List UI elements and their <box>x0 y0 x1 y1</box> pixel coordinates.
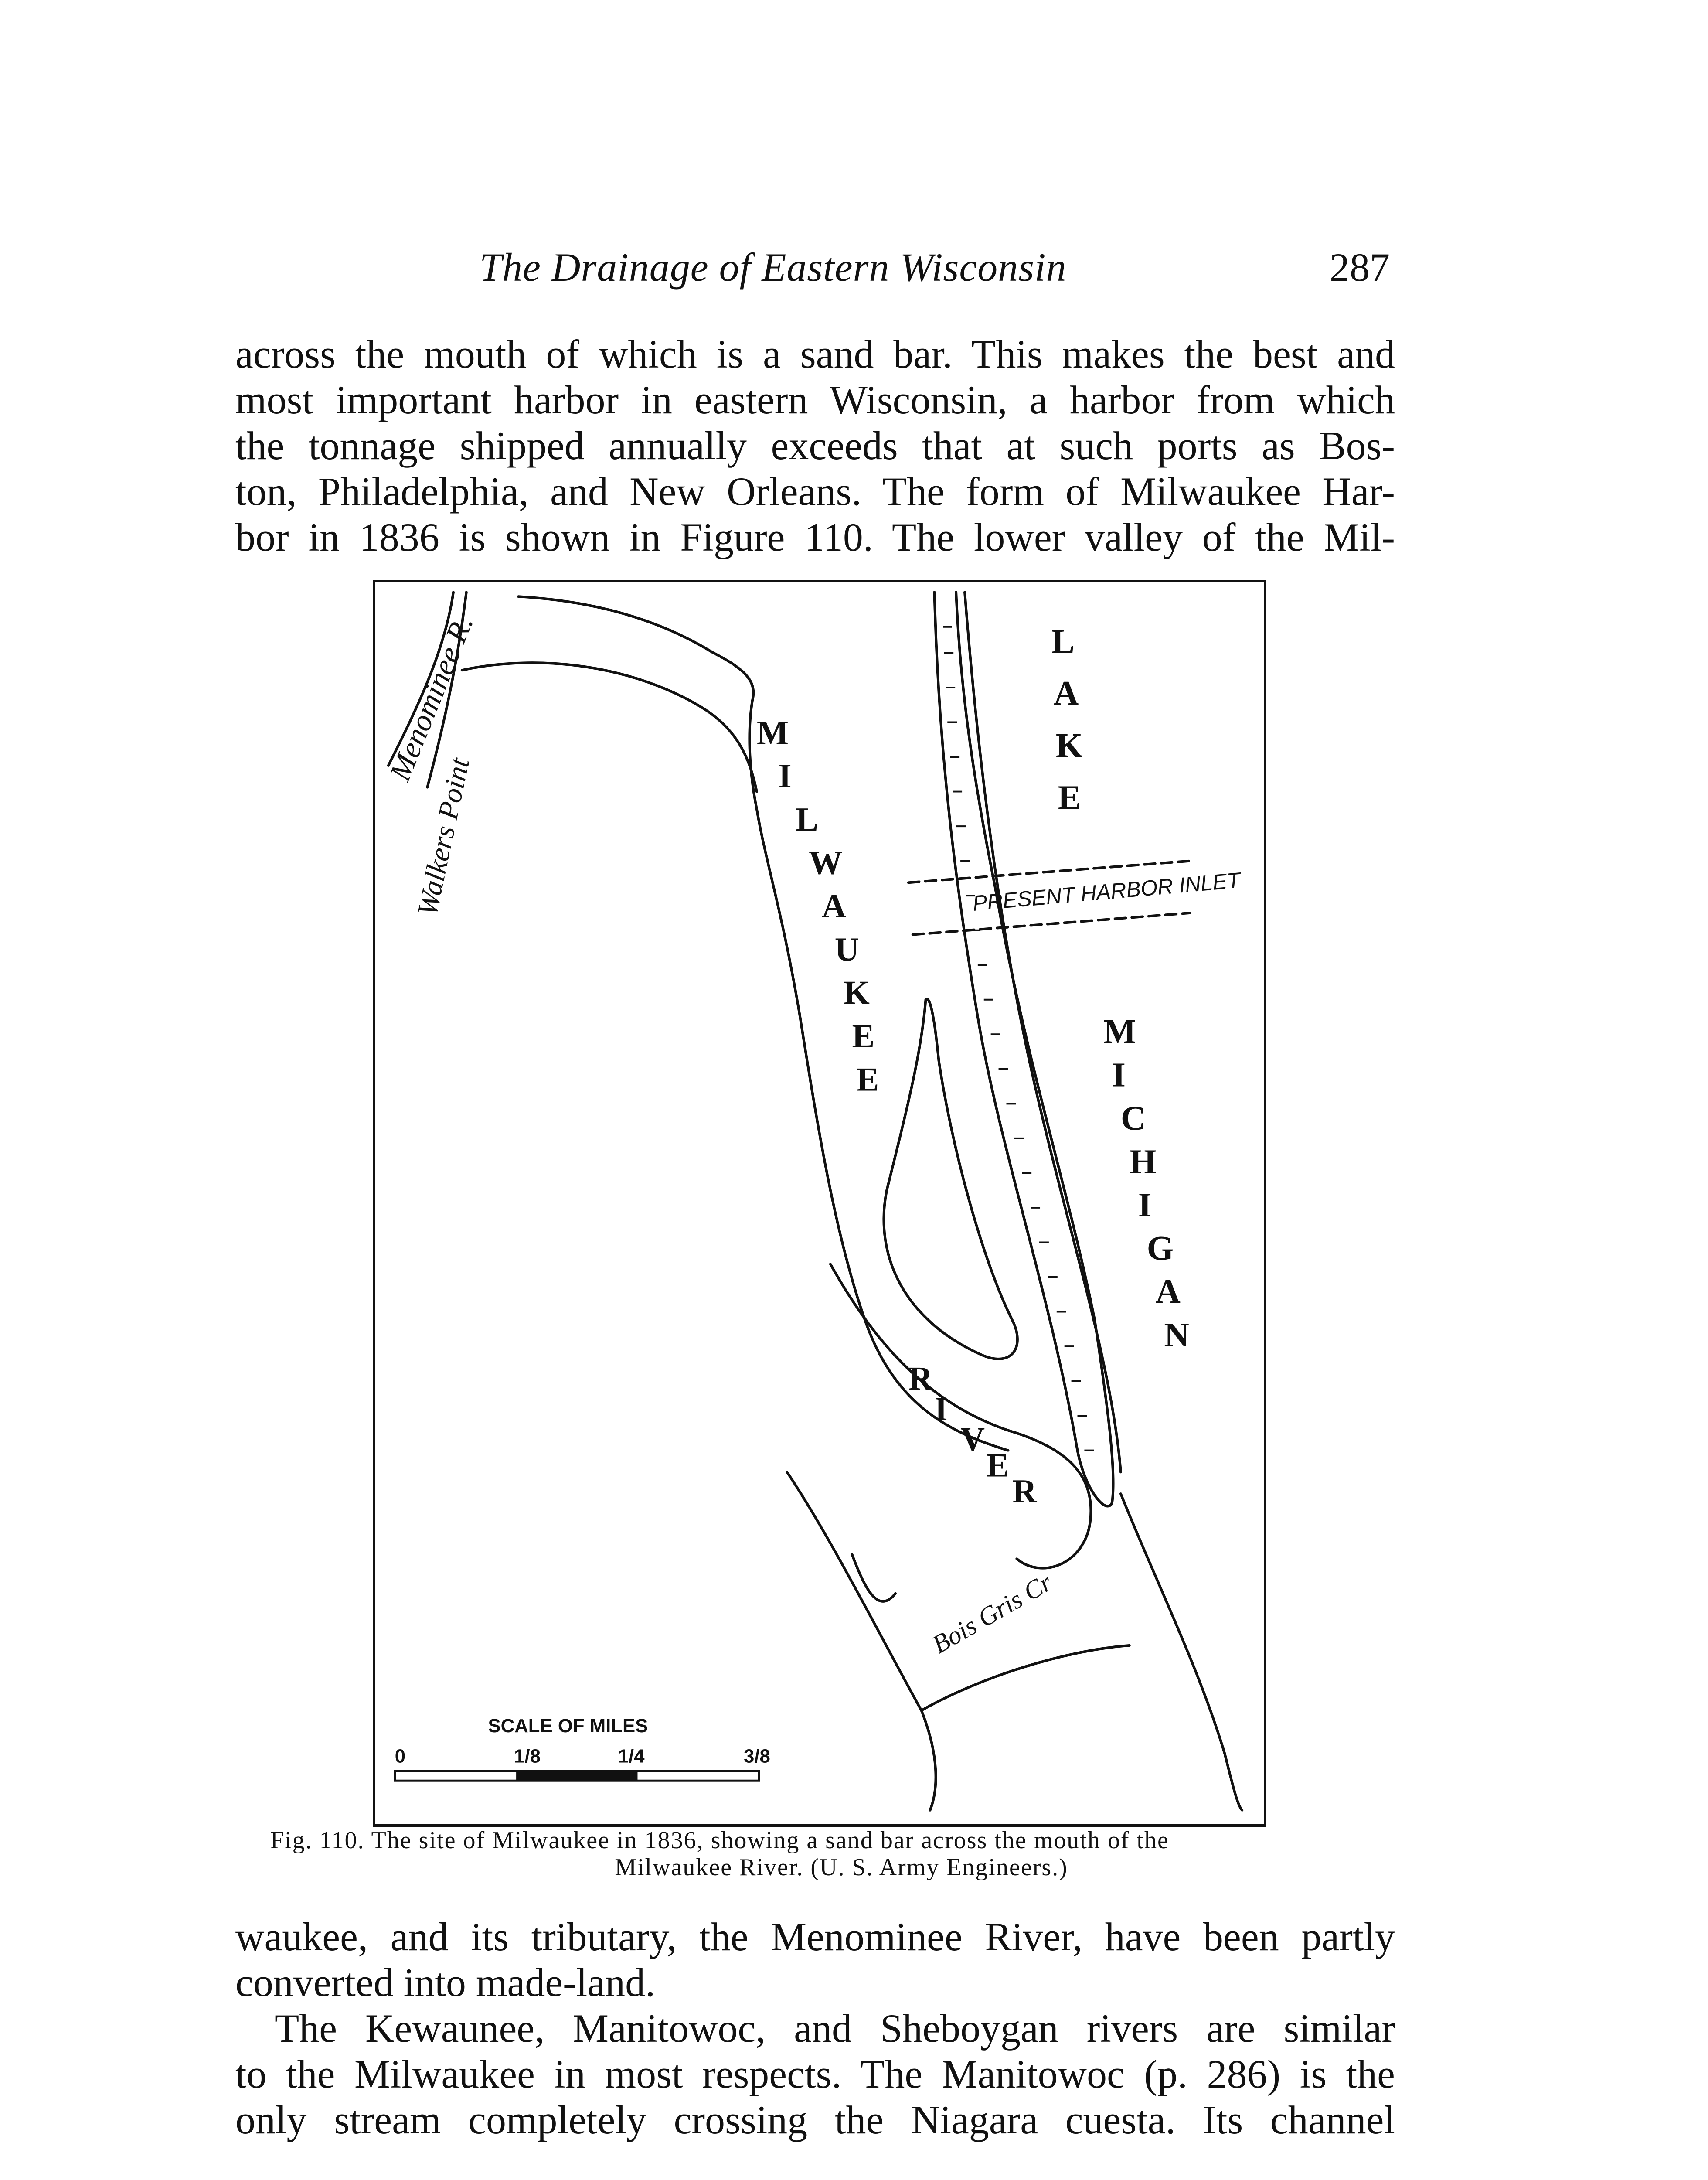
svg-text:C: C <box>1120 1099 1146 1138</box>
present-harbor-inlet-label: PRESENT HARBOR INLET <box>972 868 1242 916</box>
text-line: most important harbor in eastern Wisconsin, a harbor from which <box>235 378 1395 422</box>
scale-tick-three-eighths: 3/8 <box>744 1745 770 1767</box>
svg-text:E: E <box>986 1446 1009 1484</box>
scale-of-miles <box>395 1715 770 1781</box>
svg-text:L: L <box>1051 622 1075 661</box>
menominee-river-label: Menominee R. <box>383 610 480 786</box>
svg-text:E: E <box>856 1060 879 1098</box>
svg-text:L: L <box>796 800 819 838</box>
svg-text:K: K <box>1055 726 1083 765</box>
svg-text:V: V <box>960 1420 985 1458</box>
svg-text:M: M <box>756 714 789 752</box>
paragraph-3 <box>235 2006 1395 2143</box>
milwaukee-river-label <box>757 714 1038 1510</box>
text-line: The Kewaunee, Manitowoc, and Sheboygan rivers are similar <box>275 2006 1395 2051</box>
svg-text:M: M <box>1103 1012 1136 1051</box>
lake-michigan-label <box>1051 622 1189 1354</box>
text-line: bor in 1836 is shown in Figure 110. The lower valley of the Mil- <box>235 515 1395 559</box>
text-line: waukee, and its tributary, the Menominee River, have been partly <box>235 1914 1395 1959</box>
paragraph-2 <box>235 1914 1395 2006</box>
scale-tick-0: 0 <box>395 1745 406 1767</box>
svg-text:A: A <box>821 887 846 925</box>
svg-text:A: A <box>1053 674 1079 713</box>
scale-tick-eighth: 1/8 <box>514 1745 541 1767</box>
text-line: only stream completely crossing the Niagara cuesta. Its channel <box>235 2098 1395 2142</box>
svg-text:A: A <box>1155 1272 1181 1311</box>
svg-text:I: I <box>1138 1185 1152 1224</box>
figure-caption <box>270 1827 1412 1881</box>
text-line: the tonnage shipped annually exceeds that at such ports as Bos- <box>235 423 1395 468</box>
svg-text:I: I <box>778 757 792 795</box>
figure-110-map <box>373 580 1266 1827</box>
page-number: 287 <box>1330 245 1390 290</box>
scale-title: SCALE OF MILES <box>488 1715 648 1737</box>
svg-text:G: G <box>1147 1229 1174 1268</box>
svg-text:W: W <box>809 844 843 882</box>
text-line: ton, Philadelphia, and New Orleans. The form of Milwaukee Har- <box>235 469 1395 514</box>
text-line: across the mouth of which is a sand bar. This makes the best and <box>235 332 1395 376</box>
caption-line-1: Fig. 110. The site of Milwaukee in 1836, showing a sand bar across the mouth of the <box>270 1827 1169 1854</box>
text-line: converted into made-land. <box>235 1960 656 2005</box>
svg-text:E: E <box>1058 778 1081 817</box>
bois-gris-creek-label: Bois Gris Cr <box>927 1567 1057 1659</box>
running-header-title: The Drainage of Eastern Wisconsin <box>480 245 1067 290</box>
walkers-point-label: Walkers Point <box>412 755 476 919</box>
svg-text:H: H <box>1129 1142 1157 1181</box>
caption-line-2: Milwaukee River. (U. S. Army Engineers.) <box>615 1854 1068 1881</box>
svg-text:R: R <box>908 1359 933 1397</box>
milwaukee-1836-map-drawing <box>375 582 1264 1824</box>
svg-text:K: K <box>843 974 870 1012</box>
svg-text:U: U <box>834 930 859 968</box>
svg-text:R: R <box>1012 1472 1037 1510</box>
svg-text:I: I <box>934 1390 948 1428</box>
svg-text:E: E <box>852 1017 875 1055</box>
text-line: to the Milwaukee in most respects. The Manitowoc (p. 286) is the <box>235 2052 1395 2096</box>
scale-bar-segment <box>516 1771 637 1781</box>
paragraph-1 <box>235 331 1395 560</box>
svg-text:I: I <box>1112 1056 1126 1094</box>
scale-tick-quarter: 1/4 <box>618 1745 645 1767</box>
svg-text:N: N <box>1164 1316 1189 1355</box>
